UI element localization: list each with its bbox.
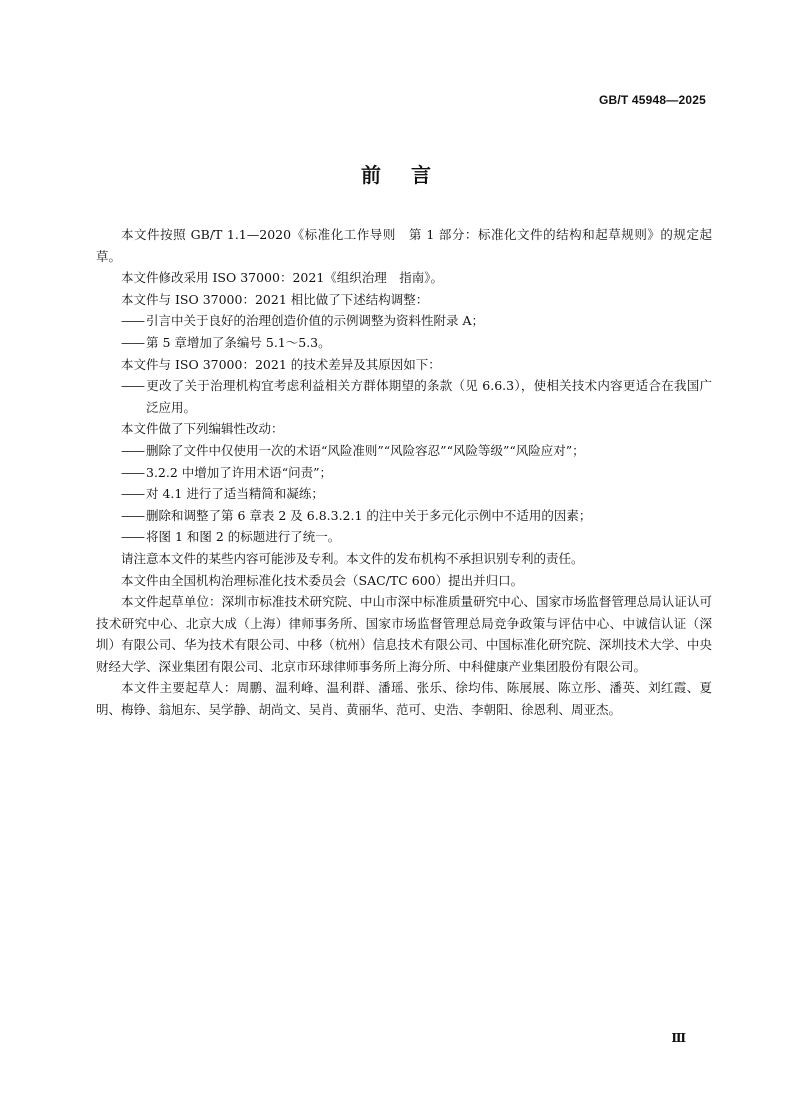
- list-item-text: 删除和调整了第 6 章表 2 及 6.8.3.2.1 的注中关于多元化示例中不适用的因素；: [146, 507, 592, 523]
- document-body: [96, 224, 712, 721]
- list-item-text: 将图 1 和图 2 的标题进行了统一。: [146, 529, 341, 545]
- list-item: [96, 505, 712, 527]
- paragraph-drafters: 本文件主要起草人：周鹏、温利峰、温利群、潘瑶、张乐、徐均伟、陈展展、陈立彤、潘英、刘红霞、夏明、梅铮、翁旭东、吴学静、胡尚文、吴肖、黄丽华、范可、史浩、李朝阳、徐恩利、周亚杰。: [96, 680, 712, 718]
- list-item-text: 第 5 章增加了条编号 5.1～5.3。: [146, 334, 331, 350]
- page-number: Ⅲ: [671, 1031, 686, 1045]
- paragraph-patent-notice: 请注意本文件的某些内容可能涉及专利。本文件的发布机构不承担识别专利的责任。: [121, 550, 584, 566]
- list-item: [96, 375, 712, 418]
- list-item-text: 3.2.2 中增加了许用术语“问责”；: [146, 464, 333, 480]
- dash-mark: ——: [121, 486, 144, 502]
- paragraph-structural-changes-intro: 本文件与 ISO 37000：2021 相比做了下述结构调整：: [121, 291, 429, 307]
- dash-mark: ——: [121, 529, 144, 545]
- list-item: [96, 462, 712, 484]
- list-item: [96, 310, 712, 332]
- paragraph-editorial-changes-intro: 本文件做了下列编辑性改动：: [121, 421, 284, 437]
- dash-mark: ——: [121, 507, 144, 523]
- list-item-text: 更改了关于治理机构宜考虑利益相关方群体期望的条款（见 6.6.3），使相关技术内容更适合在我国广泛应用。: [146, 378, 712, 415]
- list-item: [96, 483, 712, 505]
- dash-mark: ——: [121, 378, 144, 394]
- dash-mark: ——: [121, 334, 144, 350]
- paragraph-adoption: 本文件修改采用 ISO 37000：2021《组织治理 指南》。: [121, 270, 444, 286]
- paragraph-proposer: 本文件由全国机构治理标准化技术委员会（SAC/TC 600）提出并归口。: [121, 572, 524, 588]
- paragraph-drafting-rules: 本文件按照 GB/T 1.1—2020《标准化工作导则 第 1 部分：标准化文件的结构和起草规则》的规定起草。: [96, 227, 712, 264]
- dash-mark: ——: [121, 464, 144, 480]
- list-item: [96, 440, 712, 462]
- dash-mark: ——: [121, 442, 144, 458]
- list-item-text: 引言中关于良好的治理创造价值的示例调整为资料性附录 A；: [146, 313, 485, 329]
- paragraph-technical-differences-intro: 本文件与 ISO 37000：2021 的技术差异及其原因如下：: [121, 356, 441, 372]
- page-title: 前言: [361, 163, 461, 187]
- list-item: [96, 526, 712, 548]
- dash-mark: ——: [121, 313, 144, 329]
- paragraph-drafting-organizations: 本文件起草单位：深圳市标准技术研究院、中山市深中标准质量研究中心、国家市场监督管理总局认证认可技术研究中心、北京大成（上海）律师事务所、国家市场监督管理总局竞争政策与评估中心、中诚信认证（深圳）有限公司、华为技术有限公司、中移（杭州）信息技术有限公司、中国标准化研究院、深圳技术大学、中央财经大学、深业集团有限公司、北京市环球律师事务所上海分所、中科健康产业集团股份有限公司。: [96, 594, 712, 674]
- list-item: [96, 332, 712, 354]
- list-item-text: 删除了文件中仅使用一次的术语“风险准则”“风险容忍”“风险等级”“风险应对”；: [146, 442, 585, 458]
- list-item-text: 对 4.1 进行了适当精简和凝练；: [146, 486, 324, 502]
- standard-code-header: GB/T 45948—2025: [598, 93, 706, 107]
